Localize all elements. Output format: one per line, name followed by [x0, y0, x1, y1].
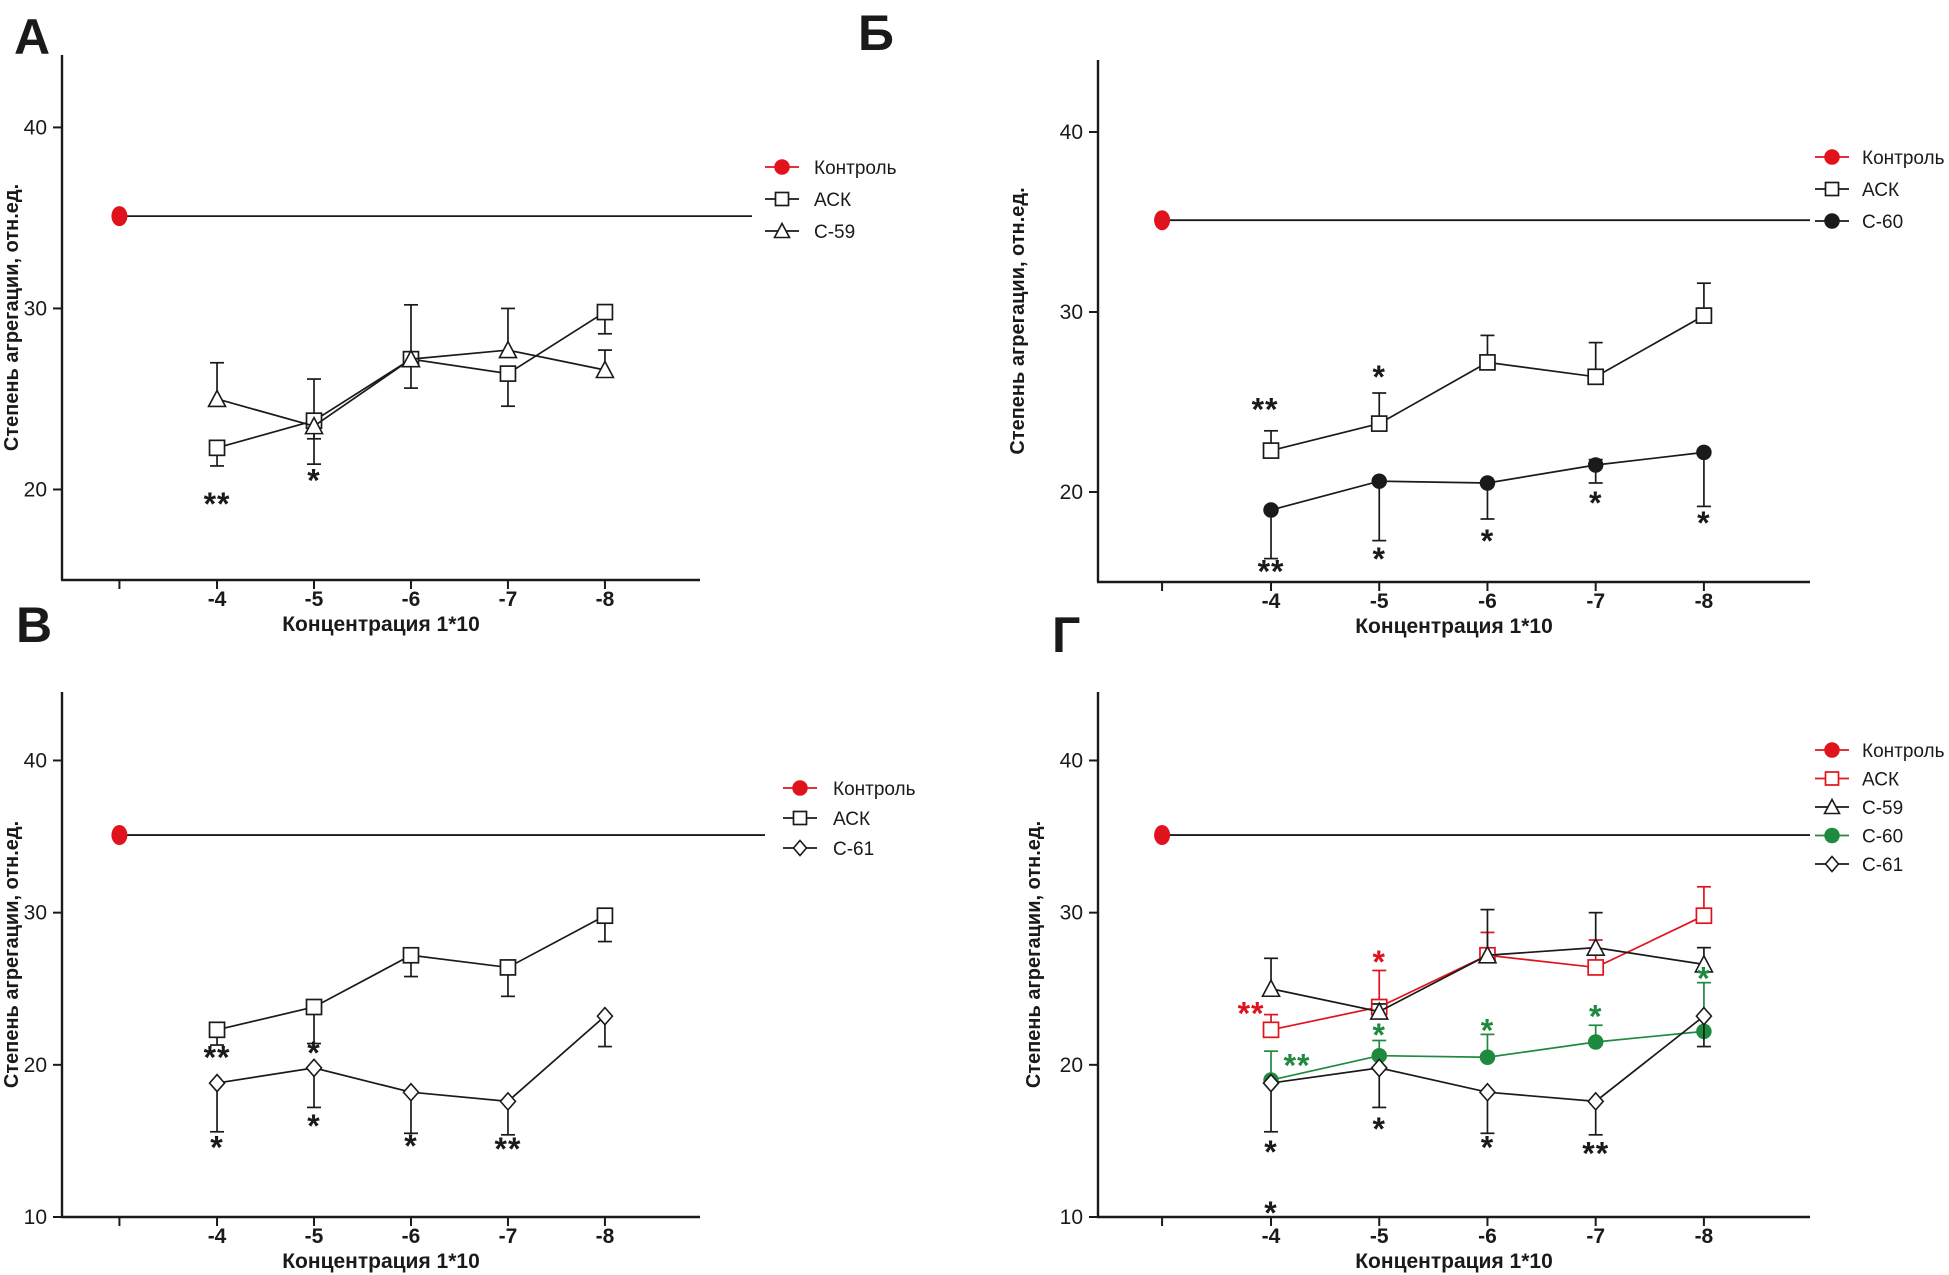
control-series — [1154, 825, 1810, 845]
significance-asterisk: ** — [1251, 391, 1279, 428]
legend-item-label: Контроль — [833, 779, 916, 800]
significance-asterisk: ** — [494, 1131, 522, 1167]
y-tick-label: 40 — [23, 116, 47, 140]
significance-asterisk: ** — [1283, 1047, 1311, 1084]
legend-item-label: С-60 — [1862, 826, 1904, 848]
panel-Г — [1023, 607, 1945, 1273]
marker-АСК — [1480, 355, 1495, 370]
legend-item-label: С-61 — [833, 839, 875, 860]
marker-АСК — [1588, 960, 1603, 975]
control-marker — [111, 206, 127, 226]
panel-В — [1, 597, 916, 1273]
legend-item-С-61 — [1815, 855, 1903, 876]
y-tick-label: 40 — [1059, 121, 1083, 144]
x-axis-title: Концентрация 1*10 — [282, 1250, 480, 1273]
marker-АСК — [307, 1000, 322, 1015]
significance-asterisk: * — [1372, 1016, 1386, 1053]
legend-marker — [775, 160, 789, 174]
significance-asterisk: ** — [203, 486, 231, 523]
x-tick-label: -5 — [304, 588, 324, 611]
legend-item-С-60 — [1815, 827, 1903, 848]
y-tick-label: 20 — [23, 1053, 47, 1077]
x-tick-label: -7 — [1586, 590, 1606, 613]
x-tick-label: -8 — [595, 1225, 615, 1248]
x-tick-label: -4 — [207, 1225, 227, 1248]
series-АСК — [210, 908, 613, 1045]
x-tick-label: -4 — [207, 588, 227, 611]
legend-item-label: АСК — [833, 809, 871, 830]
legend-item-АСК — [1815, 770, 1899, 791]
control-series — [111, 206, 752, 226]
marker-С-60 — [1372, 474, 1386, 488]
legend-marker — [794, 812, 807, 825]
y-tick-label: 30 — [23, 901, 47, 925]
legend-item-label: Контроль — [1862, 741, 1945, 762]
x-tick-label: -6 — [401, 1225, 421, 1248]
x-tick-label: -7 — [498, 588, 518, 611]
legend-item-label: С-59 — [814, 222, 856, 243]
axes — [1097, 692, 1810, 1217]
x-tick-label: -7 — [1586, 1225, 1606, 1248]
marker-С-60 — [1480, 476, 1494, 490]
x-axis-title: Концентрация 1*10 — [282, 613, 480, 636]
significance-asterisk: * — [1264, 1134, 1278, 1171]
legend-item-С-61 — [783, 839, 874, 860]
marker-С-61 — [500, 1093, 515, 1110]
series-АСК — [1264, 283, 1712, 458]
legend-marker — [1826, 183, 1839, 196]
y-tick-label: 30 — [1059, 901, 1083, 925]
marker-АСК — [210, 440, 225, 455]
significance-asterisk: * — [307, 462, 321, 499]
control-series — [1154, 210, 1810, 230]
significance-asterisk: * — [1697, 960, 1711, 997]
legend-marker — [1826, 772, 1839, 785]
y-tick-label: 20 — [1059, 481, 1083, 504]
significance-asterisk: * — [404, 1127, 418, 1164]
x-tick-label: -5 — [1369, 1225, 1389, 1248]
panel-letter: Б — [858, 5, 894, 61]
x-axis-title: Концентрация 1*10 — [1355, 615, 1553, 638]
control-marker — [1154, 825, 1170, 845]
marker-С-60 — [1589, 458, 1603, 472]
panel-letter: В — [16, 597, 53, 653]
legend-marker — [776, 193, 789, 206]
marker-С-59 — [1263, 980, 1280, 996]
significance-asterisk: * — [1264, 1194, 1278, 1231]
marker-С-61 — [210, 1075, 225, 1092]
significance-asterisk: * — [307, 1035, 321, 1072]
marker-АСК — [1696, 908, 1711, 923]
marker-АСК — [1696, 308, 1711, 323]
x-tick-label: -5 — [1369, 590, 1389, 613]
legend-item-label: АСК — [1862, 769, 1900, 791]
marker-АСК — [500, 960, 515, 975]
series-С-59 — [1263, 910, 1713, 1019]
significance-asterisk: * — [1480, 522, 1495, 559]
legend-item-С-59 — [765, 222, 855, 243]
legend-marker — [1825, 214, 1839, 228]
marker-С-60 — [1589, 1035, 1603, 1049]
significance-asterisk: * — [1480, 1129, 1495, 1166]
legend — [1815, 148, 1945, 233]
legend-item-label: С-61 — [1862, 855, 1904, 876]
marker-АСК — [1372, 416, 1387, 431]
x-tick-label: -8 — [1694, 590, 1714, 613]
y-tick-label: 20 — [23, 478, 47, 502]
y-axis-label: Степень агрегации, отн.ед. — [1, 183, 23, 452]
legend-marker — [793, 781, 807, 795]
marker-АСК — [500, 366, 515, 381]
y-axis-label: Степень агрегации, отн.ед. — [1007, 187, 1029, 455]
y-tick-label: 40 — [23, 749, 47, 773]
x-tick-label: -5 — [304, 1225, 324, 1248]
significance-asterisk: * — [307, 1108, 321, 1145]
marker-С-61 — [1480, 1084, 1495, 1101]
axes — [61, 692, 700, 1217]
legend-marker — [1825, 150, 1839, 164]
legend-item-С-59 — [1815, 798, 1903, 819]
series-АСК — [210, 305, 613, 466]
significance-asterisk: * — [1372, 359, 1386, 395]
significance-asterisk: ** — [1257, 553, 1285, 590]
y-axis-label: Степень агрегации, отн.ед. — [1023, 820, 1045, 1089]
marker-АСК — [1264, 1022, 1279, 1037]
legend-item-label: С-59 — [1862, 798, 1904, 819]
panel-letter: А — [14, 9, 51, 65]
y-axis-label: Степень агрегации, отн.ед. — [1, 820, 23, 1089]
marker-С-61 — [403, 1084, 418, 1101]
legend-item-С-60 — [1815, 212, 1903, 233]
significance-asterisk: * — [1372, 1111, 1386, 1148]
x-tick-label: -8 — [1694, 1225, 1714, 1248]
significance-asterisk: * — [1697, 504, 1711, 541]
x-tick-label: -6 — [401, 588, 421, 611]
legend-item-Контроль — [765, 158, 897, 179]
legend-marker — [794, 841, 807, 856]
marker-АСК — [1264, 443, 1279, 458]
control-marker — [1154, 210, 1170, 230]
significance-asterisk: * — [1588, 998, 1603, 1035]
x-axis-title: Концентрация 1*10 — [1355, 1250, 1553, 1273]
legend — [783, 779, 916, 860]
x-tick-label: -8 — [595, 588, 615, 611]
marker-АСК — [1588, 369, 1603, 384]
series-С-61 — [210, 1008, 613, 1135]
legend-item-label: Контроль — [814, 158, 897, 179]
legend-item-label: АСК — [1862, 180, 1900, 201]
marker-С-59 — [499, 342, 516, 358]
y-tick-label: 30 — [23, 297, 47, 321]
significance-asterisk: * — [210, 1129, 224, 1166]
significance-asterisk: * — [1588, 485, 1603, 521]
legend-item-АСК — [1815, 180, 1899, 201]
control-series — [111, 825, 765, 845]
y-tick-label: 20 — [1059, 1053, 1083, 1077]
y-tick-label: 40 — [1059, 749, 1083, 773]
legend-item-АСК — [765, 190, 851, 211]
significance-asterisk: * — [1372, 540, 1386, 577]
marker-С-60 — [1264, 503, 1278, 517]
y-tick-label: 10 — [1059, 1206, 1083, 1229]
marker-С-59 — [1587, 939, 1604, 955]
x-tick-label: -7 — [498, 1225, 518, 1248]
legend-item-label: АСК — [814, 190, 852, 211]
marker-АСК — [597, 908, 612, 923]
legend — [1815, 741, 1945, 876]
panel-Б — [858, 5, 1945, 638]
marker-С-60 — [1697, 445, 1711, 459]
legend-marker — [1826, 857, 1839, 872]
marker-С-61 — [1696, 1008, 1711, 1025]
marker-АСК — [597, 305, 612, 320]
significance-asterisk: ** — [1237, 995, 1265, 1032]
control-marker — [111, 825, 127, 845]
legend-marker — [1825, 743, 1839, 757]
panel-letter: Г — [1052, 607, 1081, 663]
marker-АСК — [210, 1022, 225, 1037]
legend — [765, 158, 897, 243]
x-tick-label: -4 — [1261, 590, 1281, 613]
marker-АСК — [403, 948, 418, 963]
marker-С-60 — [1480, 1050, 1494, 1064]
significance-asterisk: ** — [203, 1039, 231, 1076]
legend-item-АСК — [783, 809, 870, 830]
legend-item-Контроль — [1815, 741, 1945, 762]
significance-asterisk: ** — [1582, 1135, 1610, 1172]
legend-item-Контроль — [1815, 148, 1945, 169]
panel-А — [1, 9, 897, 636]
marker-С-61 — [1588, 1093, 1603, 1110]
legend-item-label: С-60 — [1862, 212, 1904, 233]
legend-marker — [1825, 829, 1839, 843]
legend-item-label: Контроль — [1862, 148, 1945, 169]
y-tick-label: 30 — [1059, 301, 1083, 324]
x-tick-label: -6 — [1478, 590, 1497, 613]
significance-asterisk: * — [1480, 1012, 1495, 1049]
x-tick-label: -6 — [1478, 1225, 1497, 1248]
legend-item-Контроль — [783, 779, 916, 800]
marker-С-59 — [209, 390, 226, 406]
x-tick-label: -4 — [1261, 1225, 1281, 1248]
marker-С-61 — [597, 1008, 612, 1025]
significance-asterisk: * — [1372, 943, 1386, 980]
marker-С-61 — [1372, 1059, 1387, 1076]
y-tick-label: 10 — [23, 1206, 47, 1229]
